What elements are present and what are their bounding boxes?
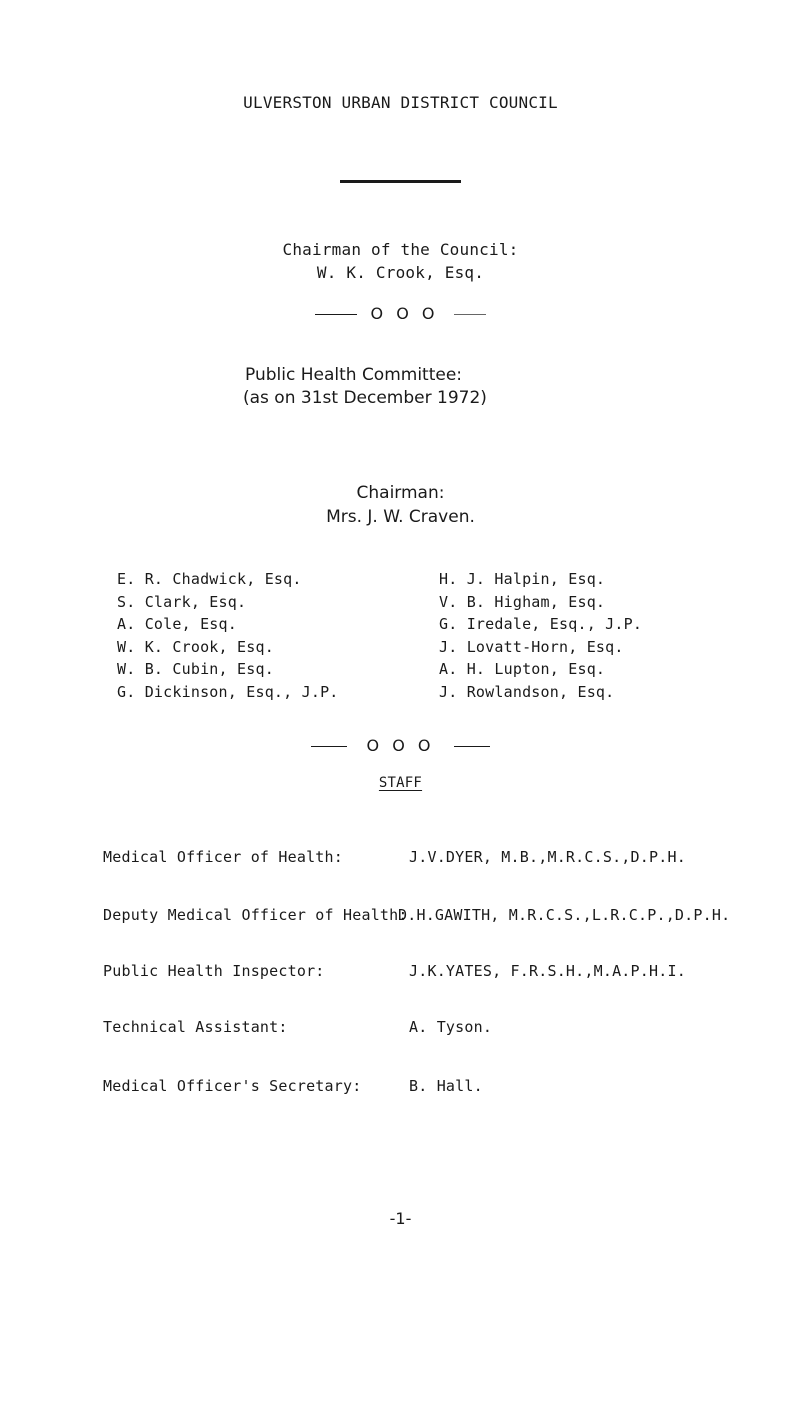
staff-name: A. Tyson.	[409, 1018, 493, 1036]
member-item: W. K. Crook, Esq.	[117, 637, 274, 656]
separator-text: O O O	[366, 736, 435, 755]
staff-role: Technical Assistant:	[103, 1018, 288, 1036]
committee-chairman-name: Mrs. J. W. Craven.	[326, 507, 475, 527]
staff-name: J.K.YATES, F.R.S.H.,M.A.P.H.I.	[409, 962, 686, 980]
separator-dash	[454, 746, 490, 747]
council-title: ULVERSTON URBAN DISTRICT COUNCIL	[243, 93, 558, 112]
member-item: E. R. Chadwick, Esq.	[117, 570, 302, 588]
page-number: -1-	[389, 1209, 412, 1228]
staff-role: Deputy Medical Officer of Health:	[103, 906, 408, 924]
council-chairman-name: W. K. Crook, Esq.	[316, 263, 485, 282]
staff-name: B. Hall.	[409, 1077, 483, 1095]
members-right-column	[439, 568, 642, 703]
member-item: G. Dickinson, Esq., J.P.	[117, 682, 339, 701]
staff-role: Medical Officer of Health:	[103, 848, 343, 866]
member-item: J. Lovatt-Horn, Esq.	[439, 637, 624, 656]
separator-dash	[315, 314, 357, 315]
staff-name: D.H.GAWITH, M.R.C.S.,L.R.C.P.,D.P.H.	[398, 906, 731, 924]
staff-name: J.V.DYER, M.B.,M.R.C.S.,D.P.H.	[409, 848, 686, 866]
member-item: H. J. Halpin, Esq.	[439, 570, 606, 588]
committee-chairman-heading: Chairman:	[356, 483, 445, 503]
separator-1	[0, 304, 801, 323]
separator-dash	[454, 314, 486, 315]
member-item: G. Iredale, Esq., J.P.	[439, 615, 643, 633]
committee-date-note: (as on 31st December 1972)	[243, 388, 487, 408]
committee-title: Public Health Committee:	[245, 365, 463, 385]
separator-dash	[311, 746, 347, 747]
member-item: V. B. Higham, Esq.	[439, 592, 606, 611]
member-item: W. B. Cubin, Esq.	[117, 660, 274, 678]
staff-heading: STAFF	[378, 775, 423, 791]
separator-2	[0, 736, 801, 755]
staff-role: Public Health Inspector:	[103, 962, 325, 980]
council-chairman-heading: Chairman of the Council:	[282, 240, 519, 259]
members-left-column	[117, 568, 339, 703]
staff-role: Medical Officer's Secretary:	[103, 1077, 362, 1095]
separator-text: O O O	[370, 304, 439, 323]
title-rule	[340, 180, 461, 183]
member-item: A. Cole, Esq.	[117, 615, 237, 633]
member-item: A. H. Lupton, Esq.	[439, 660, 606, 678]
member-item: J. Rowlandson, Esq.	[439, 682, 615, 701]
member-item: S. Clark, Esq.	[117, 592, 247, 611]
